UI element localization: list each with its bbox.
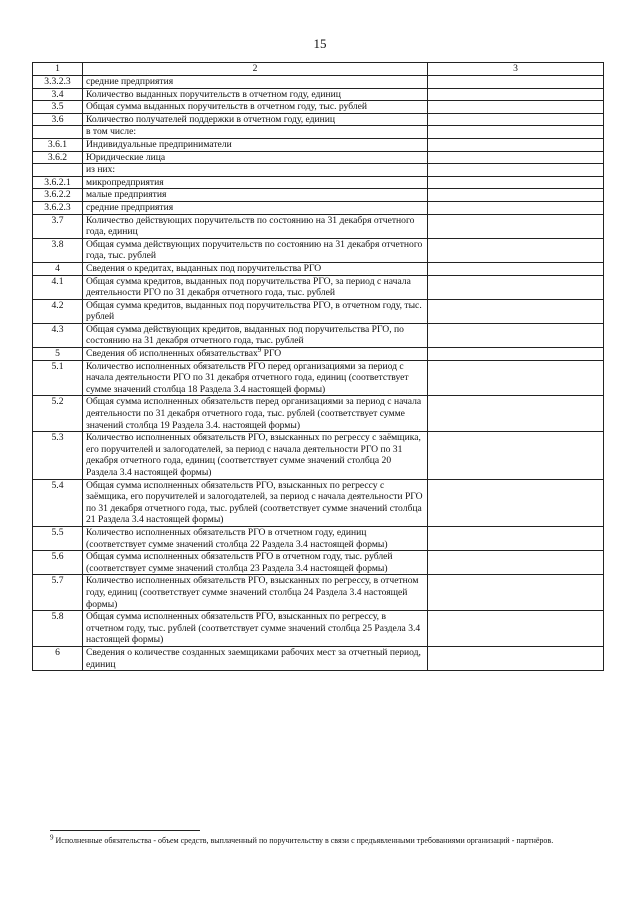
row-value-cell[interactable] <box>428 176 604 189</box>
row-number: 3.4 <box>33 88 83 101</box>
report-table <box>32 62 604 671</box>
row-description <box>83 360 428 396</box>
row-value-cell[interactable] <box>428 526 604 550</box>
row-description-text: малые предприятия <box>86 189 167 201</box>
table-row <box>33 76 604 89</box>
table-row <box>33 138 604 151</box>
row-description <box>83 164 428 177</box>
row-description-text: Общая сумма действующих кредитов, выданных под поручительства РГО, по состоянию на 31 декабря отчетного года, тыс. рублей <box>86 323 404 347</box>
row-value-cell[interactable] <box>428 101 604 114</box>
row-description-text: Юридические лица <box>86 151 166 163</box>
row-description-text: средние предприятия <box>86 76 174 87</box>
table-row <box>33 151 604 164</box>
row-number: 5.8 <box>33 611 83 647</box>
row-description <box>83 299 428 323</box>
row-number: 3.6.2 <box>33 151 83 164</box>
row-description-text: Общая сумма действующих поручительств по состоянию на 31 декабря отчетного года, тыс. рублей <box>86 238 423 262</box>
row-description-text: Количество исполненных обязательств РГО, взысканных по регрессу, в отчетном году, единиц (соответствует сумме значений столбца 24 Раздела 3.4 настоящей формы) <box>86 575 419 610</box>
row-number: 3.6.1 <box>33 138 83 151</box>
row-description-text: Индивидуальные предприниматели <box>86 138 232 150</box>
row-number: 3.3.2.3 <box>33 76 83 89</box>
row-description <box>83 646 428 670</box>
row-description-text: Общая сумма исполненных обязательств РГО, взысканных по регрессу, в отчетном году, тыс. рублей (соответствует сумме значений столбца 25 Раздела 3.4 настоящей формы) <box>86 611 421 646</box>
row-number: 5.7 <box>33 575 83 611</box>
row-value-cell[interactable] <box>428 611 604 647</box>
table-row <box>33 101 604 114</box>
row-value-cell[interactable] <box>428 323 604 347</box>
row-description <box>83 176 428 189</box>
row-number: 5.6 <box>33 551 83 575</box>
row-value-cell[interactable] <box>428 262 604 275</box>
row-value-cell[interactable] <box>428 113 604 126</box>
table-header-row <box>33 63 604 76</box>
row-description <box>83 396 428 432</box>
footnote <box>50 833 610 847</box>
row-value-cell[interactable] <box>428 299 604 323</box>
row-number: 5.5 <box>33 526 83 550</box>
row-description <box>83 113 428 126</box>
table-row <box>33 201 604 214</box>
row-description-text: Количество выданных поручительств в отчетном году, единиц <box>86 88 341 100</box>
table-row <box>33 275 604 299</box>
row-number: 6 <box>33 646 83 670</box>
row-number <box>33 126 83 139</box>
row-description <box>83 126 428 139</box>
table-row <box>33 479 604 526</box>
column-header-1: 1 <box>33 63 83 76</box>
table-row <box>33 323 604 347</box>
row-value-cell[interactable] <box>428 201 604 214</box>
row-description <box>83 345 428 361</box>
row-value-cell[interactable] <box>428 348 604 361</box>
row-number: 3.6 <box>33 113 83 126</box>
table-row <box>33 113 604 126</box>
table-row <box>33 299 604 323</box>
row-number: 3.6.2.1 <box>33 176 83 189</box>
row-description-text: в том числе: <box>86 126 137 138</box>
row-description-text: Сведения об исполненных обязательствах <box>86 348 258 360</box>
row-description-text: Сведения о кредитах, выданных под поручительства РГО <box>86 262 322 274</box>
row-value-cell[interactable] <box>428 151 604 164</box>
row-value-cell[interactable] <box>428 164 604 177</box>
footnote-text: Исполненные обязательства - объем средств, выплаченный по поручительству в связи с предъявленными требованиями организаций - партнёров. <box>53 836 554 845</box>
table-row <box>33 396 604 432</box>
row-number <box>33 164 83 177</box>
table-row <box>33 575 604 611</box>
table-row <box>33 214 604 238</box>
footnote-divider <box>50 830 200 831</box>
footnote-reference: 9 <box>257 345 262 354</box>
table-row <box>33 432 604 479</box>
row-description-text: Количество действующих поручительств по состоянию на 31 декабря отчетного года, единиц <box>86 214 415 238</box>
row-description <box>83 262 428 275</box>
row-description-text: Количество получателей поддержки в отчетном году, единиц <box>86 113 336 125</box>
row-description-text: Общая сумма исполненных обязательств перед организациями за период с начала деятельности по 31 декабря отчетного года, тыс. рублей (соответствует сумме значений столбца 19 Раздела 3.4. настоящей формы) <box>86 396 422 431</box>
row-description-text: Количество исполненных обязательств РГО, взысканных по регрессу с заёмщика, его поручителей и залогодателей, за период с начала деятельности РГО по 31 декабря отчетного года, единиц (соответствует сумме значений столбца 20 Раздела 3.4 настоящей формы) <box>86 432 421 478</box>
row-description-text: Общая сумма кредитов, выданных под поручительства РГО, за период с начала деятельности РГО по 31 декабря отчетного года, тыс. рублей <box>86 275 411 299</box>
row-description-text: средние предприятия <box>86 201 174 213</box>
table-row <box>33 189 604 202</box>
row-number: 4.1 <box>33 275 83 299</box>
row-description-text: Общая сумма исполненных обязательств РГО, взысканных по регрессу с заёмщика, его поручителей и залогодателей, за период с начала деятельности РГО по 31 декабря отчетного года, тыс. рублей (соответствует сумме значений столбца 21 Раздела 3.4 настоящей формы) <box>86 479 423 526</box>
row-number: 3.6.2.2 <box>33 189 83 202</box>
table-row <box>33 611 604 647</box>
row-value-cell[interactable] <box>428 126 604 139</box>
page-number: 15 <box>313 36 327 51</box>
table-row <box>33 348 604 361</box>
row-description <box>83 238 428 262</box>
row-value-cell[interactable] <box>428 138 604 151</box>
row-value-cell[interactable] <box>428 214 604 238</box>
row-number: 3.7 <box>33 214 83 238</box>
row-description <box>83 151 428 164</box>
row-value-cell[interactable] <box>428 551 604 575</box>
row-number: 5.3 <box>33 432 83 479</box>
table-row <box>33 164 604 177</box>
row-description-text: Количество исполненных обязательств РГО перед организациями за период с начала деятельности РГО по 31 декабря отчетного года, единиц (соответствует сумме значений столбца 18 Раздела 3.4 настоящей формы) <box>86 360 409 395</box>
row-description <box>83 88 428 101</box>
row-description <box>83 201 428 214</box>
table-row <box>33 126 604 139</box>
row-value-cell[interactable] <box>428 432 604 479</box>
row-number: 3.8 <box>33 238 83 262</box>
table-row <box>33 176 604 189</box>
table-row <box>33 88 604 101</box>
row-value-cell[interactable] <box>428 76 604 89</box>
row-description <box>83 611 428 647</box>
row-value-cell[interactable] <box>428 646 604 670</box>
row-description-text: Общая сумма кредитов, выданных под поручительства РГО, в отчетном году, тыс. рублей <box>86 299 422 323</box>
row-value-cell[interactable] <box>428 396 604 432</box>
row-description <box>83 526 428 550</box>
row-description <box>83 189 428 202</box>
row-description <box>83 138 428 151</box>
footnote-marker: 9 <box>50 833 54 842</box>
row-description <box>83 76 428 89</box>
row-number: 5.4 <box>33 479 83 526</box>
column-header-2: 2 <box>83 63 428 76</box>
row-value-cell[interactable] <box>428 479 604 526</box>
row-description <box>83 479 428 526</box>
row-number: 5.1 <box>33 360 83 396</box>
row-number: 5.2 <box>33 396 83 432</box>
row-description-text: микропредприятия <box>86 176 164 188</box>
row-description <box>83 575 428 611</box>
row-description <box>83 551 428 575</box>
row-description-text: Общая сумма исполненных обязательств РГО в отчетном году, тыс. рублей (соответствует сумме значений столбца 23 Раздела 3.4 настоящей формы) <box>86 551 393 574</box>
table-row <box>33 238 604 262</box>
row-description <box>83 432 428 479</box>
column-header-3: 3 <box>428 63 604 76</box>
row-number: 4 <box>33 262 83 275</box>
table-body <box>33 76 604 671</box>
row-description-suffix: РГО <box>261 348 282 360</box>
row-description-text: Общая сумма выданных поручительств в отчетном году, тыс. рублей <box>86 101 368 113</box>
table-row <box>33 646 604 670</box>
table-row <box>33 551 604 575</box>
row-description <box>83 214 428 238</box>
row-number: 3.5 <box>33 101 83 114</box>
row-description-text: Количество исполненных обязательств РГО в отчетном году, единиц (соответствует сумме значений столбца 22 Раздела 3.4 настоящей формы) <box>86 526 388 550</box>
row-value-cell[interactable] <box>428 360 604 396</box>
row-value-cell[interactable] <box>428 238 604 262</box>
row-value-cell[interactable] <box>428 575 604 611</box>
row-number: 3.6.2.3 <box>33 201 83 214</box>
row-number: 4.2 <box>33 299 83 323</box>
table-row <box>33 360 604 396</box>
row-description <box>83 323 428 347</box>
row-value-cell[interactable] <box>428 88 604 101</box>
row-number: 4.3 <box>33 323 83 347</box>
row-value-cell[interactable] <box>428 189 604 202</box>
row-value-cell[interactable] <box>428 275 604 299</box>
table-row <box>33 262 604 275</box>
row-description-text: из них: <box>86 164 116 176</box>
row-description <box>83 101 428 114</box>
row-description <box>83 275 428 299</box>
table-row <box>33 526 604 550</box>
row-description-text: Сведения о количестве созданных заемщиками рабочих мест за отчетный период, единиц <box>86 646 421 670</box>
row-number: 5 <box>33 348 83 361</box>
